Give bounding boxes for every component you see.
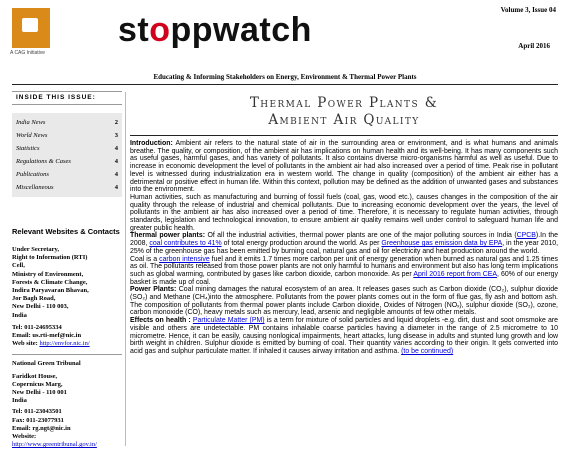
relevant-websites-title: Relevant Websites & Contacts [12,227,120,236]
paragraph-coal: Coal is a carbon intensive fuel and it emits 1.7 times more carbon per unit of energy generation when burned as natural gas and 1.25 times as oil. The pollutants released from those power plants are not only harmful to humans and environment but also has long term implications such as global warming, contributed by gases like carbon dioxide, carbon monoxide. As per April 2016 report from CEA, 60% of our energy basket is made up of coal. [130,255,558,286]
contact-moef: Under Secretary, Right to Information (RTI) Cell, Ministry of Environment, Forests & Climate Change, Indira Paryavaran Bhavan, Jor Bagh Road, New Delhi - 110 003, India Tel: 011-24695334 Email: us.rti-mef@nic.in Web site: http://envfor.nic.in/ National Green Tribunal Faridkot House, Copernicus Marg, New Delhi - 110 001 India Tel: 011-23043501 Fax: 011-23077931 Email: rg.ngt@nic.in Website: http://www.greentribunal.gov.in/ [12,246,122,449]
logo [12,8,50,48]
toc-item-publications[interactable]: Publications 4 [16,171,118,178]
toc-item-miscellaneous[interactable]: Miscellaneous 4 [16,184,118,191]
continued-link[interactable]: (to be continued) [401,347,454,355]
logo-caption: A CAG Initiative [10,50,46,56]
article-title: Thermal Power Plants & Ambient Air Quality [249,95,439,128]
carbon-intensive-link[interactable]: carbon intensive [159,255,210,263]
issue-contents [12,113,122,197]
coal-share-link[interactable]: coal contributes to 41% [149,240,222,248]
paragraph-introduction: Introduction: Ambient air refers to the natural state of air in the surrounding area or environment, and is what humans and animals breathe. The quality, or composition, of the ambient air has implications on human health and its well-being. It has many components such as useful gases, harmful gases, and has variety of pollutants. It also contains diverse micro-organisms harmful as well as useful. Due to increase in economic development the level of pollutants in the ambient air had also increased over a period of time. Peak rise in pollutant level is witnessed during industrialization era in western world. The change in quality (composition) of the ambient air either has a detrimental or positive effect in human life. Within this context, pollution may be defined as the addition of unwanted gases and substances into the environment. [130,140,558,194]
cpcb-link[interactable]: CPCB [516,232,536,240]
ngt-website-link[interactable]: http://www.greentribunal.gov.in/ [12,441,97,449]
particulate-matter-link[interactable]: Particulate Matter (PM) [192,317,265,325]
masthead: stoppwatch [118,11,312,49]
paragraph-health-effects: Effects on health : Particulate Matter (PM) is a term for mixture of solid particles and liquid droplets -e.g. dirt, dust and soot omsmoke are visible and others are undetectable. PM contains inhalable coarse particles having a diameter in the range of 2.5 micrometre to 10 micrometre. Hence, it can be easily, causing nonlogical impairments, heart attacks, lung disease in adults and stunted lung growth and low birth weight in children. Sulphur dioxide is emitted by burning of coal. Their quantity varies according to their origin. It gets converted into acid gas and sulphur particulate matter. If inhaled it causes airway irritation and asthma. (to be continued) [130,317,558,355]
moef-website-link[interactable]: http://envfor.nic.in/ [39,340,90,348]
title-divider [130,135,558,136]
toc-item-regulations[interactable]: Regulations & Cases 4 [16,158,118,165]
paragraph-thermal-power-plants: Thermal power plants: Of all the industrial activities, thermal power plants are one of the major polluting sources in India (CPCB).In the 2008, coal contributes to 41% of total energy production around the world. As per Greenhouse gas emission data by EPA, in the year 2010, 25% of the greenhouse gas has been emitted by burning coal, natural gas and oil for electricity and heat production around the world. [130,232,559,255]
toc-item-world-news[interactable]: World News 3 [16,132,118,139]
paragraph-human-activities: Human activities, such as manufacturing and burning of fossil fuels (coal, gas, wood etc.), causes changes in the composition of the air quality through the release of industrial and chemical pollutants. Due to increasing economic development over the years, the level of pollutants in the ambient air has also increased over a period of time. Therefore, it is necessary to regulate human activities, through standards, legislation and technological innovation, to ensure ambient air quality remains well under control to safeguard human life and greater public health. [130,193,558,232]
issue-date: April 2016 [518,42,550,50]
cea-report-link[interactable]: April 2016 report from CEA [413,270,498,278]
sidebar [12,91,122,447]
article [130,91,558,356]
toc-item-india-news[interactable]: India News 2 [16,119,118,126]
volume-issue: Volume 3, Issue 04 [500,6,556,14]
tagline: Educating & Informing Stakeholders on Energy, Environment & Thermal Power Plants [153,73,417,81]
header-divider [12,84,558,85]
paragraph-power-plants: Power Plants: Coal mining damages the natural ecosystem of an area. It releases gases such as Carbon dioxide (CO₂), sulphur dioxide (SO₂) and Methane (CH₄)into the atmosphere. Pollutants from the power plants comes out in the form of flue gas, fly ash and bottom ash. The composition of pollutants from thermal power plants include Carbon dioxide, Oxides of Nitrogen (NOₓ), sulphur dioxide (SO₂), ozone, carbon monoxide (CO), heavy metals such as mercury, lead, arsenic and negligible amounts of few other metals. [130,286,558,317]
article-body [130,140,558,356]
inside-issue-heading: INSIDE THIS ISSUE: [12,91,122,105]
toc-item-statistics[interactable]: Statistics 4 [16,145,118,152]
epa-data-link[interactable]: Greenhouse gas emission data by EPA [381,240,503,248]
column-divider [125,92,126,446]
